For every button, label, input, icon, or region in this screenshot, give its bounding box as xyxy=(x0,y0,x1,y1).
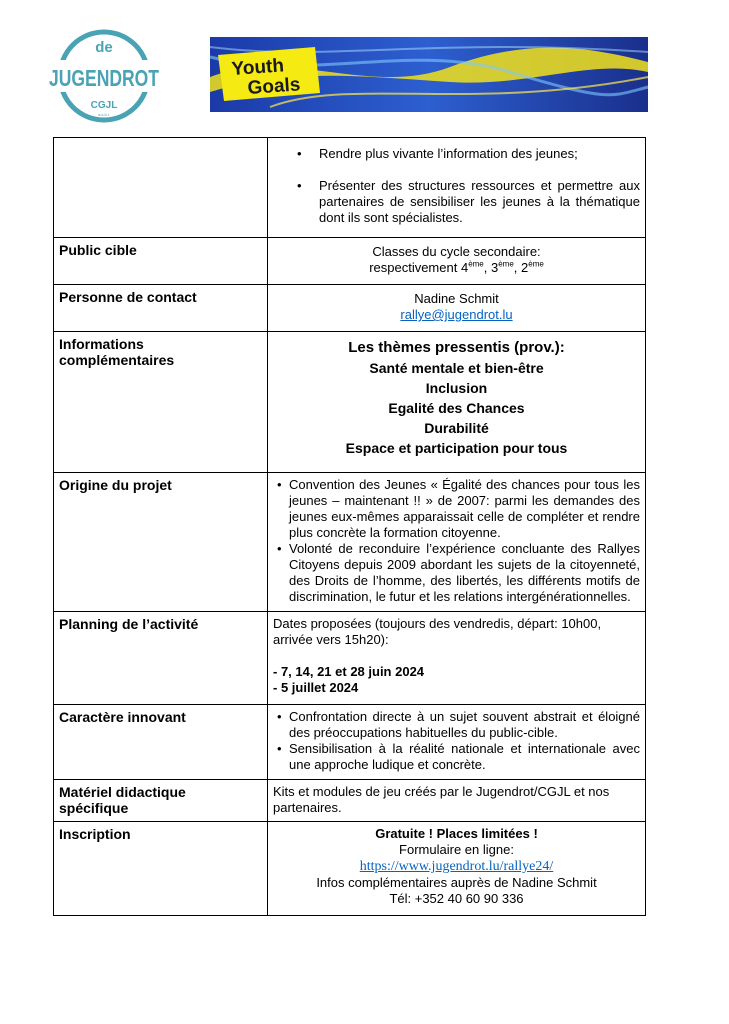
innovative-cell xyxy=(268,705,646,780)
row-label: Public cible xyxy=(54,238,268,285)
contact-name: Nadine Schmit xyxy=(414,291,499,306)
public-text: , 3 xyxy=(483,260,499,275)
innovative-list xyxy=(273,709,640,773)
planning-date: - 7, 14, 21 et 28 juin 2024 xyxy=(273,664,425,679)
logo-tiny-text: a.s.b.l. xyxy=(98,112,110,117)
project-info-table xyxy=(53,137,646,916)
contact-cell xyxy=(268,285,646,332)
table-row xyxy=(54,822,646,916)
list-item: • Sensibilisation à la réalité nationale et internationale avec une approche ludique et concrète. xyxy=(289,741,640,773)
public-text: , 2 xyxy=(513,260,529,275)
list-item: • Convention des Jeunes « Égalité des chances pour tous les jeunes – maintenant !! » de 2007: parmi les demandes des jeunes eux-mêmes apparaissait celle de compléter et rendre plus concrète la formation citoyenne. xyxy=(289,477,640,541)
objectives-cell xyxy=(268,138,646,238)
planning-intro: Dates proposées (toujours des vendredis, départ: 10h00, arrivée vers 15h20): xyxy=(273,616,602,647)
list-item: • Volonté de reconduire l’expérience concluante des Rallyes Citoyens depuis 2009 abordant les sujets de la citoyenneté, des Droits de l’homme, des libertés, les différents motifs de discrimination, le futur et les relations intergénérationnelles. xyxy=(289,541,640,605)
logo-sub-text: CGJL xyxy=(90,100,118,111)
label-line: spécifique xyxy=(59,800,129,816)
table-row xyxy=(54,705,646,780)
goals-text: Goals xyxy=(246,74,302,99)
themes-cell xyxy=(268,332,646,473)
origin-cell xyxy=(268,473,646,612)
table-row xyxy=(54,238,646,285)
planning-cell xyxy=(268,612,646,705)
table-row xyxy=(54,332,646,473)
row-label xyxy=(54,780,268,822)
table-row xyxy=(54,285,646,332)
list-item: • Rendre plus vivante l’information des jeunes; xyxy=(319,146,640,162)
theme-item: Santé mentale et bien-être xyxy=(369,360,544,376)
table-row xyxy=(54,138,646,238)
themes-heading: Les thèmes pressentis (prov.): xyxy=(348,339,565,356)
list-item: • Confrontation directe à un sujet souvent abstrait et éloigné des préoccupations habituelles du public-cible. xyxy=(289,709,640,741)
list-item: • Présenter des structures ressources et permettre aux partenaires de sensibiliser les jeunes à la thématique dont ils sont spécialistes. xyxy=(319,178,640,226)
jugendrot-logo xyxy=(47,28,162,124)
row-label: Planning de l’activité xyxy=(54,612,268,705)
public-line2 xyxy=(273,260,640,276)
origin-list xyxy=(273,477,640,605)
logo-top-text: de xyxy=(95,39,113,56)
row-label: Caractère innovant xyxy=(54,705,268,780)
page-header xyxy=(0,0,729,130)
registration-phone: Tél: +352 40 60 90 336 xyxy=(389,891,524,906)
theme-item: Espace et participation pour tous xyxy=(345,440,568,456)
table-row xyxy=(54,780,646,822)
youth-text: Youth xyxy=(230,55,285,80)
public-cell xyxy=(268,238,646,285)
objectives-list xyxy=(273,146,640,226)
registration-form-label: Formulaire en ligne: xyxy=(399,842,514,857)
table-row xyxy=(54,612,646,705)
contact-email-link[interactable]: rallye@jugendrot.lu xyxy=(400,307,513,322)
row-label: Origine du projet xyxy=(54,473,268,612)
row-label xyxy=(54,332,268,473)
registration-url-link[interactable]: https://www.jugendrot.lu/rallye24/ xyxy=(359,859,554,874)
superscript: ème xyxy=(468,259,484,269)
material-cell: Kits et modules de jeu créés par le Jugendrot/CGJL et nos partenaires. xyxy=(268,780,646,822)
registration-more: Infos complémentaires auprès de Nadine Schmit xyxy=(316,875,597,890)
registration-cell xyxy=(268,822,646,916)
youth-goals-logo xyxy=(210,37,648,112)
row-label: Inscription xyxy=(54,822,268,916)
empty-label-cell xyxy=(54,138,268,238)
label-line: Informations xyxy=(59,336,144,352)
public-text: respectivement 4 xyxy=(369,260,469,275)
label-line: complémentaires xyxy=(59,352,175,368)
logo-main-text: JUGENDROT xyxy=(49,65,159,91)
theme-item: Egalité des Chances xyxy=(388,400,525,416)
registration-free: Gratuite ! Places limitées ! xyxy=(375,826,538,841)
label-line: Matériel didactique xyxy=(59,784,186,800)
planning-date: - 5 juillet 2024 xyxy=(273,680,359,695)
table-row xyxy=(54,473,646,612)
theme-item: Durabilité xyxy=(424,420,489,436)
theme-item: Inclusion xyxy=(425,380,488,396)
superscript: ème xyxy=(498,259,514,269)
row-label: Personne de contact xyxy=(54,285,268,332)
superscript: ème xyxy=(528,259,544,269)
public-line1: Classes du cycle secondaire: xyxy=(372,244,541,259)
